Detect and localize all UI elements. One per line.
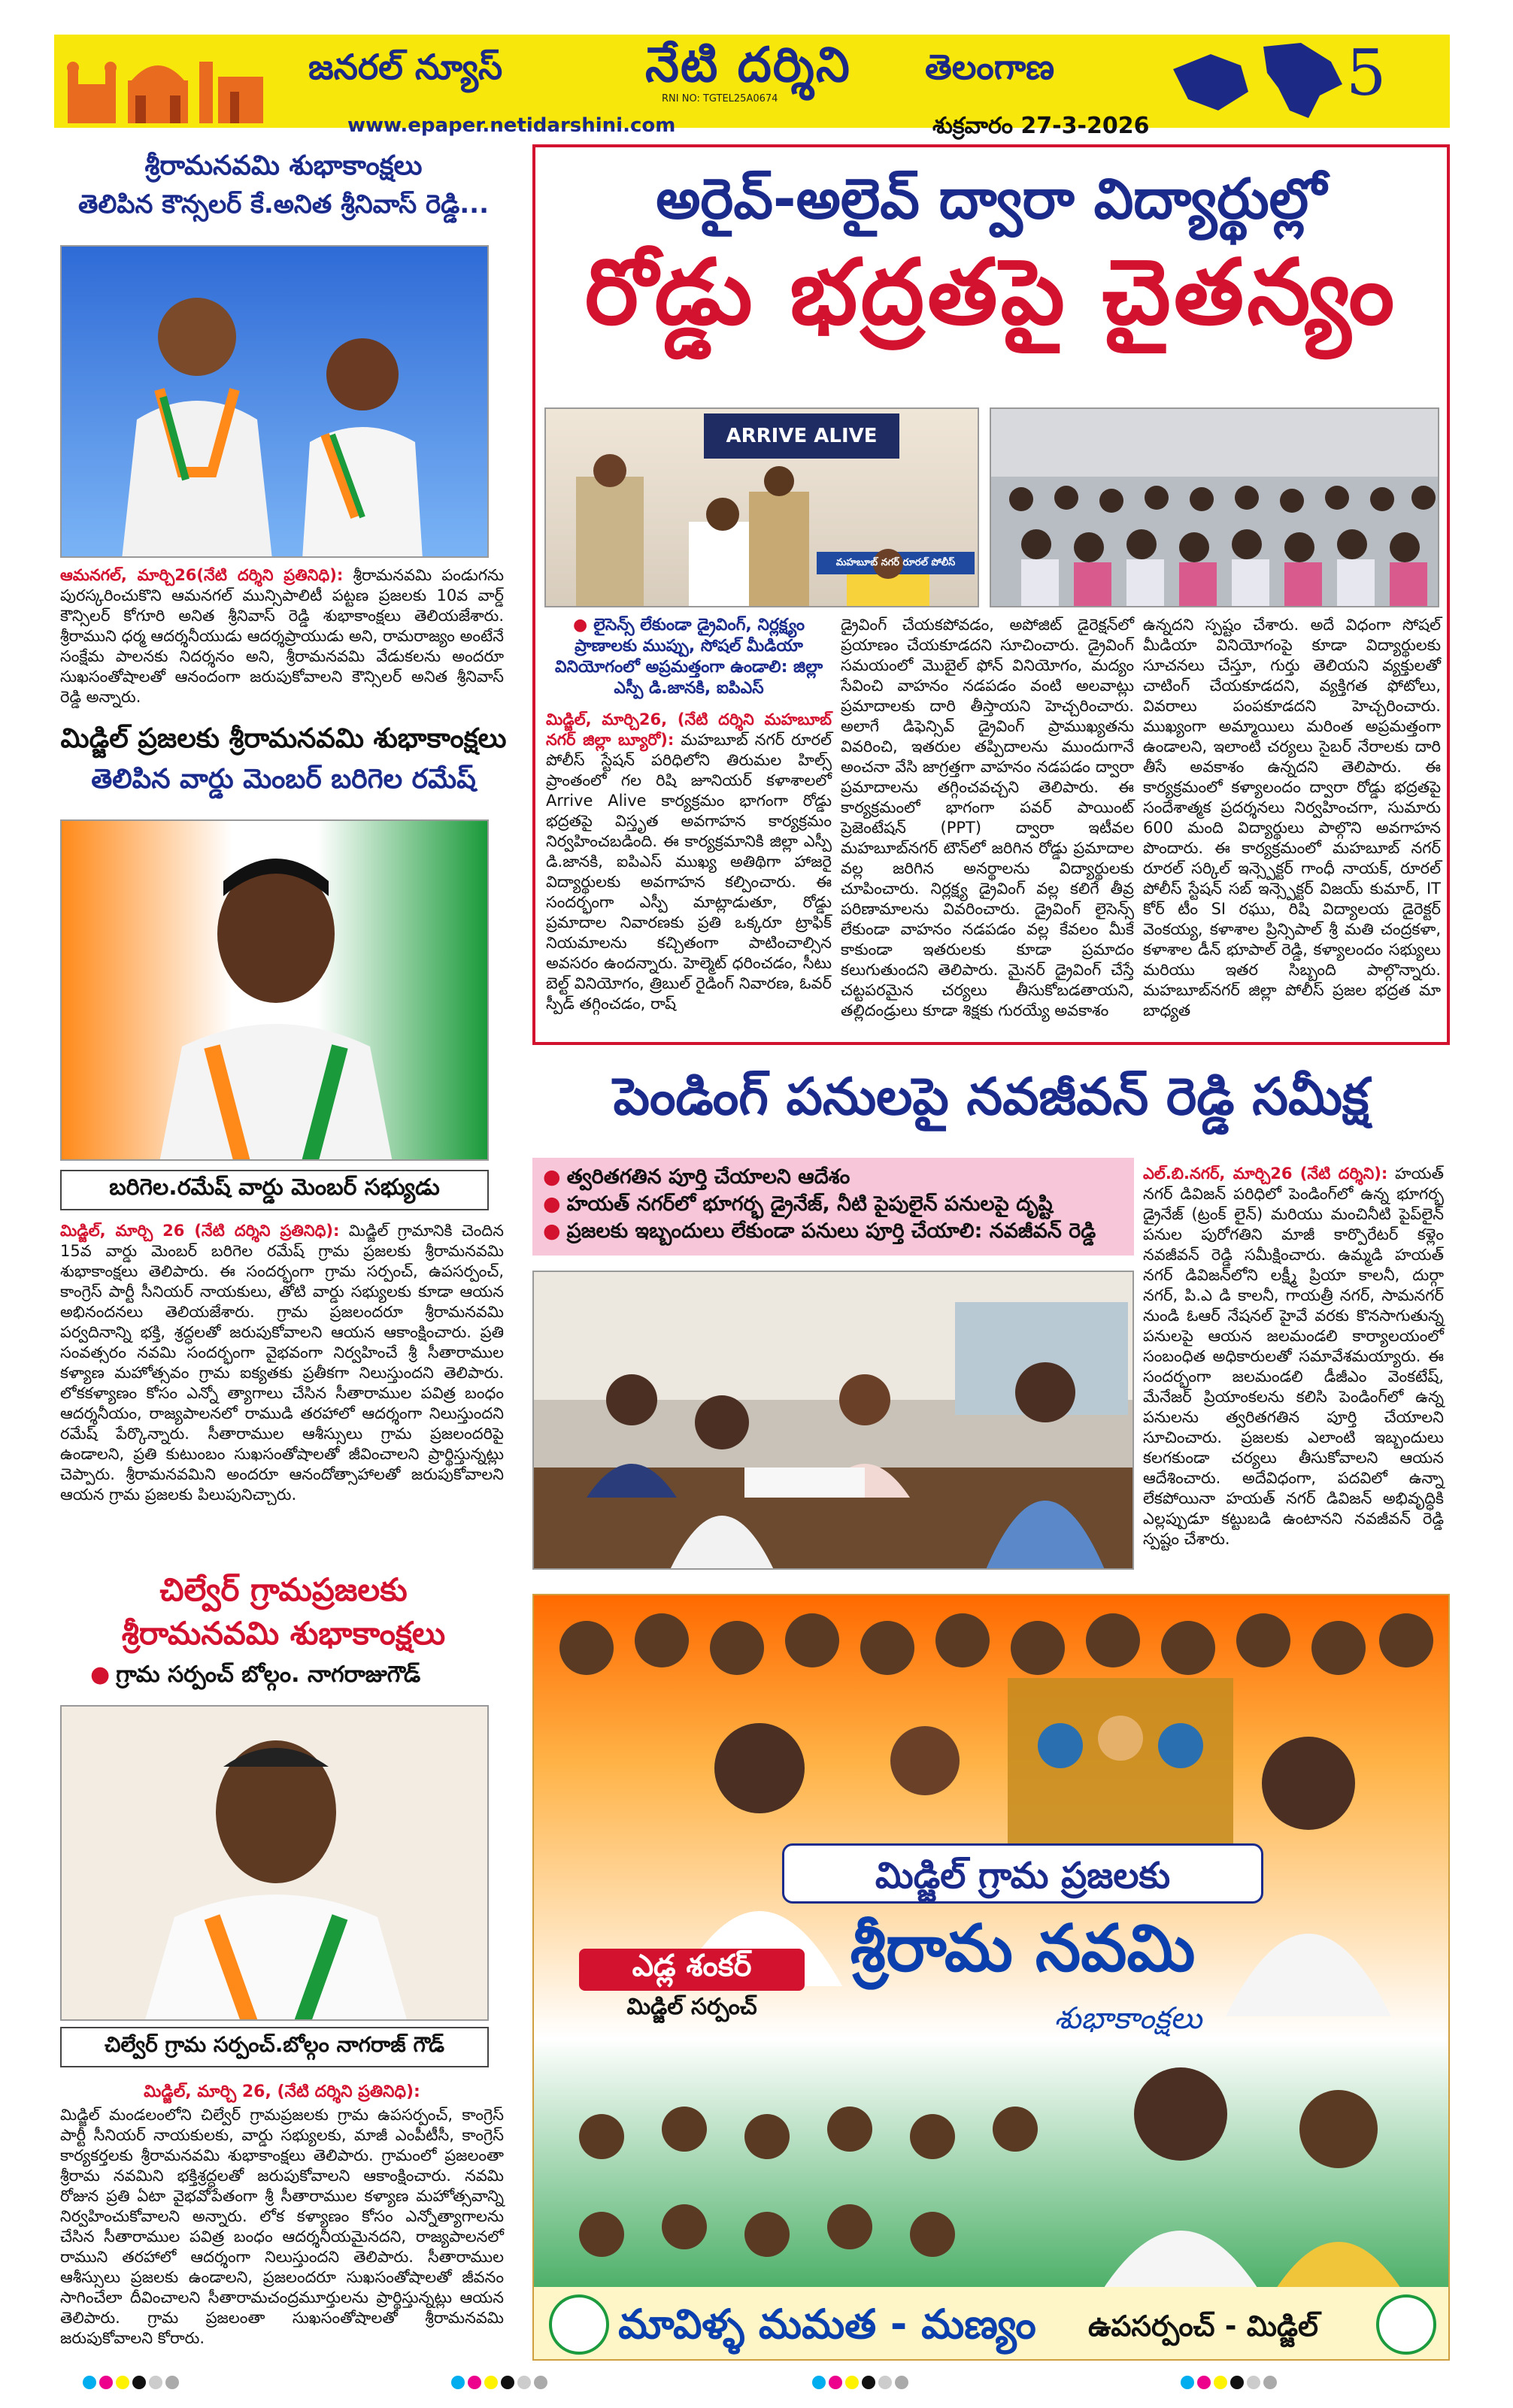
story3-photo	[60, 1705, 489, 2021]
students-audience-icon	[991, 409, 1439, 607]
sarpanch-portrait-icon	[62, 1707, 489, 2021]
pending-headline: పెండింగ్ పనులపై నవజీవన్ రెడ్డి సమీక్ష	[613, 1068, 1369, 1127]
story2-text: మిడ్జిల్ గ్రామానికి చెందిన 15వ వార్డు మెంబర్ బరిగెల రమేష్ గ్రామ ప్రజలకు శ్రీరామనవమి శుభాకాంక్షలు తెలిపారు. ఈ సందర్భంగా గ్రామ సర్పంచ్, ఉపసర్పంచ్, కాంగ్రెస్ పార్టీ సీనియర్ నాయకులు, తోటి వార్డు సభ్యులకు కూడా ఆయన అభినందనలు తెలియజేశారు. గ్రామ ప్రజలందరూ శ్రీరామనవమి పర్వదినాన్ని భక్తి, శ్రద్ధలతో జరుపుకోవాలని ఆయన ఆకాంక్షించారు. ప్రతి సంవత్సరం నవమి సందర్భంగా వైభవంగా నిర్వహించే శ్రీ సీతారాముల కళ్యాణ మహోత్సవం గ్రామ ఐక్యతకు ప్రతీకగా నిలుస్తుందని తెలిపారు. లోకకళ్యాణం కోసం ఎన్నో త్యాగాలు చేసిన సీతారాముల పవిత్ర బంధం ఆదర్శనీయం, రాజ్యపాలనలో రాముడి తరహాలో ఆదర్శంగా నిలుస్తుందని రమేష్ పేర్కొన్నారు. సీతారాముల ఆశీస్సులు గ్రామ ప్రజలందరిపై ఉండాలని, ప్రతి కుటుంబం సుఖసంతోషాలతో జీవించాలని ప్రార్థిస్తున్నట్లు చెప్పారు. శ్రీరామనవమిని అందరూ ఆనందోత్సాహాలతో జరుపుకోవాలని ఆయన గ్రామ ప్రజలకు పిలుపునిచ్చారు.	[60, 1222, 504, 1504]
pending-bullet-2: ● హయత్ నగర్‌లో భూగర్భ డ్రైనేజ్, నీటి పైపులైన్ పనులపై దృష్టి	[543, 1191, 1123, 1218]
pending-text: హయత్ నగర్ డివిజన్ పరిధిలో పెండింగ్‌లో ఉన్న భూగర్భ డ్రైనేజ్ (ట్రంక్ లైన్) మరియు మంచినీటి పైప్‌లైన్ పనుల పురోగతిని మాజీ కార్పొరేటర్ కళ్లెం నవజీవన్ రెడ్డి సమీక్షించారు. ఉమ్మడి హయత్ నగర్ డివిజన్‌లోని లక్ష్మీ ప్రియా కాలనీ, దుర్గా నగర్, పి.ఎ డి కాలనీ, గాయత్రీ నగర్, సామనగర్ నుండి ఓఆర్ నేషనల్ హైవే వరకు కొనసాగుతున్న పనులపై ఆయన జలమండలి కార్యాలయంలో సంబంధిత అధికారులతో సమావేశమయ్యారు. ఈ సందర్భంగా జలమండలి డీజీఎం వెంకటేష్, మేనేజర్ ప్రియాంకలను కలిసి పెండింగ్‌లో ఉన్న పనులను త్వరితగతిన పూర్తి చేయాలని సూచించారు. ప్రజలకు ఎలాంటి ఇబ్బందులు కలగకుండా చర్యలు తీసుకోవాలని ఆయన ఆదేశించారు. అదేవిధంగా, పదవిలో ఉన్నా లేకపోయినా హయత్ నగర్ డివిజన్ అభివృద్ధికి ఎల్లప్పుడూ కట్టుబడి ఉంటానని నవజీవన్ రెడ్డి స్పష్టం చేశారు.	[1143, 1165, 1444, 1548]
newspaper-logo: నేటి దర్శిని	[645, 38, 851, 93]
lead-col-1	[546, 710, 832, 1014]
ad-line-3: శుభాకాంక్షలు	[1054, 2001, 1202, 2036]
story3-body: మిడ్జిల్ మండలంలోని చిల్వేర్ గ్రామప్రజలకు గ్రామ ఉపసర్పంచ్, కాంగ్రెస్ పార్టీ సీనియర్ నాయకులకు, వార్డు సభ్యులకు, మాజీ ఎంపీటీసీ, కాంగ్రెస్ కార్యకర్తలకు శ్రీరామనవమి శుభాకాంక్షలు తెలిపారు. గ్రామంలో ప్రజలంతా శ్రీరామ నవమిని భక్తిశ్రద్ధలతో జరుపుకోవాలని ఆకాంక్షించారు. నవమి రోజున ప్రతి ఏటా వైభవోపేతంగా శ్రీ సీతారాముల కళ్యాణ మహోత్సవాన్ని నిర్వహించుకోవాలని అన్నారు. లోక కళ్యాణం కోసం ఎన్నోత్యాగాలను చేసిన సీతారాముల పవిత్ర బంధం ఆదర్శనీయమైనదని, రాజ్యపాలనలో రాముని తరహాలో ఆదర్శంగా నిలుస్తుందని తెలిపారు. సీతారాముల ఆశీస్సులు ప్రజలకు ఉండాలని, ప్రజలందరూ సుఖసంతోషాలతో జీవనం సాగించేలా దీవించాలని సీతారామచంద్రమూర్తులను ప్రార్థిస్తున్నట్లు ఆయన తెలిపారు. గ్రామ ప్రజలంతా సుఖసంతోషాలతో శ్రీరామనవమి జరుపుకోవాలని కోరారు.	[60, 2106, 504, 2347]
story3-dateline	[60, 2082, 504, 2105]
story2-body	[60, 1221, 504, 1505]
ward-member-portrait-icon	[62, 821, 489, 1161]
issue-date: శుక్రవారం 27-3-2026	[932, 113, 1150, 139]
ad-footer-name: మావిళ్ళ మమత - మణ్యం	[618, 2300, 1036, 2348]
lead-col-2: డ్రైవింగ్ చేయకపోవడం, అపోజిట్ డైరెక్షన్‌లో ప్రయాణం చేయకూడదని సూచించారు. డ్రైవింగ్ సమయంలో మొబైల్ ఫోన్ వినియోగం, మద్యం సేవించి వాహనం నడపడం వంటి అలవాట్లు ప్రమాదాలకు దారి తీస్తాయని హెచ్చరించారు. అలాగే డిఫెన్సివ్ డ్రైవింగ్ ప్రాముఖ్యతను వివరించి, ఇతరుల తప్పిదాలను ముందుగానే అంచనా వేసి జాగ్రత్తగా వాహనం నడపడం ద్వారా ప్రమాదాలను తగ్గించవచ్చని తెలిపారు. ఈ కార్యక్రమంలో భాగంగా పవర్ పాయింట్ ప్రెజెంటేషన్ (PPT) ద్వారా ఇటీవల మహబూబ్‌నగర్ టౌన్‌లో జరిగిన రోడ్డు ప్రమాదాల వల్ల జరిగిన అనర్థాలను విద్యార్థులకు చూపించారు. నిర్లక్ష్య డ్రైవింగ్ వల్ల కలిగే తీవ్ర పరిణామాలను వివరించారు. డ్రైవింగ్ లైసెన్స్ లేకుండా వాహనం నడపడం వల్ల కేవలం మీకే కాకుండా ఇతరులకు కూడా ప్రమాదం కలుగుతుందని తెలిపారు. మైనర్ డ్రైవింగ్ చేస్తే చట్టపరమైన చర్యలు తీసుకోబడతాయని, తల్లిదండ్రులు కూడా శిక్షకు గురయ్యే అవకాశం	[841, 616, 1134, 1019]
color-registration-mark	[451, 2376, 550, 2392]
color-registration-mark	[83, 2376, 182, 2392]
ad-line-2: శ్రీరామ నవమి	[850, 1911, 1196, 1986]
city-skyline-icon	[60, 39, 271, 123]
lead-photo-2	[990, 407, 1439, 607]
story1-headline-2: తెలిపిన కౌన్సలర్ కే.అనిత శ్రీనివాస్ రెడ్డి...	[77, 189, 490, 220]
registration-number: RNI NO: TGTEL25A0674	[662, 93, 778, 104]
ad-sponsor-title: మిడ్జిల్ సర్పంచ్	[626, 1994, 757, 2020]
story3-caption: చిల్వేర్ గ్రామ సర్పంచ్.బోల్గం నాగరాజ్ గౌడ్	[60, 2027, 489, 2067]
pending-bullets	[532, 1158, 1134, 1255]
lead-photo1-banner: ARRIVE ALIVE	[704, 413, 899, 459]
ad-sponsor-name: ఎడ్ల శంకర్	[579, 1949, 805, 1991]
ad-footer-title: ఉపసర్పంచ్ - మిడ్జిల్	[1088, 2310, 1318, 2343]
state-label: తెలంగాణ	[925, 47, 1055, 87]
police-officials-icon	[546, 409, 979, 607]
page-number: 5	[1346, 36, 1387, 110]
story2-headline-2: తెలిపిన వార్డు మెంబర్ బరిగెల రమేష్	[91, 764, 476, 795]
story1-body	[60, 565, 504, 707]
story2-photo	[60, 819, 489, 1161]
state-map-icon	[1158, 39, 1354, 123]
color-registration-mark	[812, 2376, 911, 2392]
pending-dateline: ఎల్.బి.నగర్, మార్చి26 (నేటి దర్శిని):	[1143, 1165, 1388, 1183]
office-meeting-icon	[534, 1272, 1134, 1570]
story2-caption: బరిగెల.రమేష్ వార్డు మెంబర్ సభ్యుడు	[60, 1170, 489, 1210]
couple-portrait-icon	[62, 247, 489, 558]
story3-byline: ● గ్రామ సర్పంచ్ బోల్గం. నాగరాజుగౌడ్	[90, 1661, 511, 1693]
navami-greeting-ad	[532, 1594, 1450, 2361]
lead-headline: రోడ్డు భద్రతపై చైతన్యం	[584, 241, 1398, 345]
story1-text: శ్రీరామనవమి పండుగను పురస్కరించుకొని ఆమనగల్ మున్సిపాలిటీ పట్టణ ప్రజలకు 10వ వార్డ్ కౌన్సిలర్ కోగూరి అనిత శ్రీనివాస్ రెడ్డి శుభాకాంక్షలు తెలియజేశారు. శ్రీరాముని ధర్మ ఆదర్శనీయుడు ఆదర్శప్రాయుడు అని, రామరాజ్యం అంటేనే సంక్షేమ పాలనకు నిదర్శనం అని, శ్రీరామనవమి వేడుకలను అందరూ సుఖసంతోషాలతో ఆనందంగా జరుపుకోవాలని కౌన్సిలర్ అనిత శ్రీనివాస్ రెడ్డి అన్నారు.	[60, 566, 504, 706]
section-label: జనరల్ న్యూస్	[308, 47, 503, 87]
color-registration-mark	[1181, 2376, 1280, 2392]
lead-kicker: అరైవ్-అలైవ్ ద్వారా విద్యార్థుల్లో	[656, 167, 1327, 232]
story1-headline-1: శ్రీరామనవమి శుభాకాంక్షలు	[144, 150, 423, 181]
lead-dateline: మిడ్జిల్, మార్చి26, (నేటి దర్శిని మహబూబ్ నగర్ జిల్లా బ్యూరో):	[546, 710, 832, 749]
pending-body	[1143, 1164, 1444, 1549]
lead-photo1-sign: మహబూబ్ నగర్ రూరల్ పోలీస్	[835, 557, 956, 568]
story1-dateline: ఆమనగల్, మార్చి26(నేటి దర్శిని ప్రతినిధి):	[60, 566, 344, 584]
pending-bullet-1: ● త్వరితగతిన పూర్తి చేయాలని ఆదేశం	[543, 1164, 1123, 1191]
story1-photo	[60, 245, 489, 558]
story2-headline-1: మిడ్జిల్ ప్రజలకు శ్రీరామనవమి శుభాకాంక్షలు	[60, 723, 507, 754]
website-url[interactable]: www.epaper.netidarshini.com	[347, 114, 676, 137]
lead-photo-1	[544, 407, 979, 607]
lead-subhead: ● లైసెన్స్ లేకుండా డ్రైవింగ్, నిర్లక్ష్యం ప్రాణాలకు ముప్పు, సోషల్ మీడియా వినియోగంలో అప్రమత్తంగా ఉండాలి: జిల్లా ఎస్పీ డి.జానకి, ఐపిఎస్	[546, 615, 832, 699]
story2-dateline: మిడ్జిల్, మార్చి 26 (నేటి దర్శిని ప్రతినిధి):	[60, 1222, 340, 1240]
story3-headline-1: చిల్వేర్ గ్రామప్రజలకు	[159, 1571, 408, 1608]
story3-dateline-text: మిడ్జిల్, మార్చి 26, (నేటి దర్శిని ప్రతినిధి):	[144, 2082, 420, 2101]
story3-headline-2: శ్రీరామనవమి శుభాకాంక్షలు	[121, 1615, 446, 1652]
pending-photo	[532, 1271, 1134, 1570]
ad-line-1: మిడ్జిల్ గ్రామ ప్రజలకు	[782, 1843, 1263, 1904]
pending-bullet-3: ● ప్రజలకు ఇబ్బందులు లేకుండా పనులు పూర్తి చేయాలి: నవజీవన్ రెడ్డి	[543, 1218, 1123, 1245]
lead-col-3: ఉన్నదని స్పష్టం చేశారు. అదే విధంగా సోషల్ మీడియా వినియోగంపై కూడా విద్యార్థులకు సూచనలు చేస్తూ, గుర్తు తెలియని వ్యక్తులతో చాటింగ్ చేయకూడదని, వ్యక్తిగత ఫోటోలు, వివరాలు పంపకూడదని హెచ్చరించారు. ముఖ్యంగా అమ్మాయిలు మరింత అప్రమత్తంగా ఉండాలని, ఇలాంటి చర్యలు సైబర్ నేరాలకు దారి తీసే అవకాశం ఉన్నదని తెలిపారు. ఈ కార్యక్రమంలో కళ్యాలందం ద్వారా రోడ్డు భద్రతపై సందేశాత్మక ప్రదర్శనలు నిర్వహించగా, సుమారు 600 మంది విద్యార్థులు పాల్గొని అవగాహన పొందారు. ఈ కార్యక్రమంలో మహబూబ్ నగర్ రూరల్ సర్కిల్ ఇన్స్పెక్టర్ గాంధీ నాయక్, రూరల్ పోలీస్ స్టేషన్ సబ్ ఇన్స్పెక్టర్ విజయ్ కుమార్, IT కోర్ టీం SI రఘు, రిషి విద్యాలయ డైరెక్టర్ వెంకయ్య, కళాశాల ప్రిన్సిపాల్ శ్రీ మతి చంద్రకళా, కళాశాల డీన్ భూపాల్ రెడ్డి, కళ్యాలందం సభ్యులు మరియు ఇతర సిబ్బంది పాల్గొన్నారు. మహబూబ్‌నగర్ జిల్లా పోలీస్ ప్రజల భద్రత మా బాధ్యత	[1143, 616, 1441, 1019]
lead-col1-text: మహబూబ్ నగర్ రూరల్ పోలీస్ స్టేషన్ పరిధిలోని తిరుమల హిల్స్ ప్రాంతంలో గల రిషి జూనియర్ కళాశాలలో Arrive Alive కార్యక్రమం భాగంగా రోడ్డు భద్రతపై విస్తృత అవగాహన కార్యక్రమం నిర్వహించబడింది. ఈ కార్యక్రమానికి జిల్లా ఎస్పీ డి.జానకి, ఐపిఎస్ ముఖ్య అతిథిగా హాజరై విద్యార్థులకు అవగాహన కల్పించారు. ఈ సందర్భంగా ఎస్పీ మాట్లాడుతూ, రోడ్డు ప్రమాదాల నివారణకు ప్రతి ఒక్కరూ ట్రాఫిక్ నియమాలను కచ్చితంగా పాటించాల్సిన అవసరం ఉందన్నారు. హెల్మెట్ ధరించడం, సీటు బెల్ట్ వినియోగం, త్రిబుల్ రైడింగ్ నివారణ, ఓవర్ స్పీడ్ తగ్గించడం, రాష్	[546, 731, 832, 1013]
